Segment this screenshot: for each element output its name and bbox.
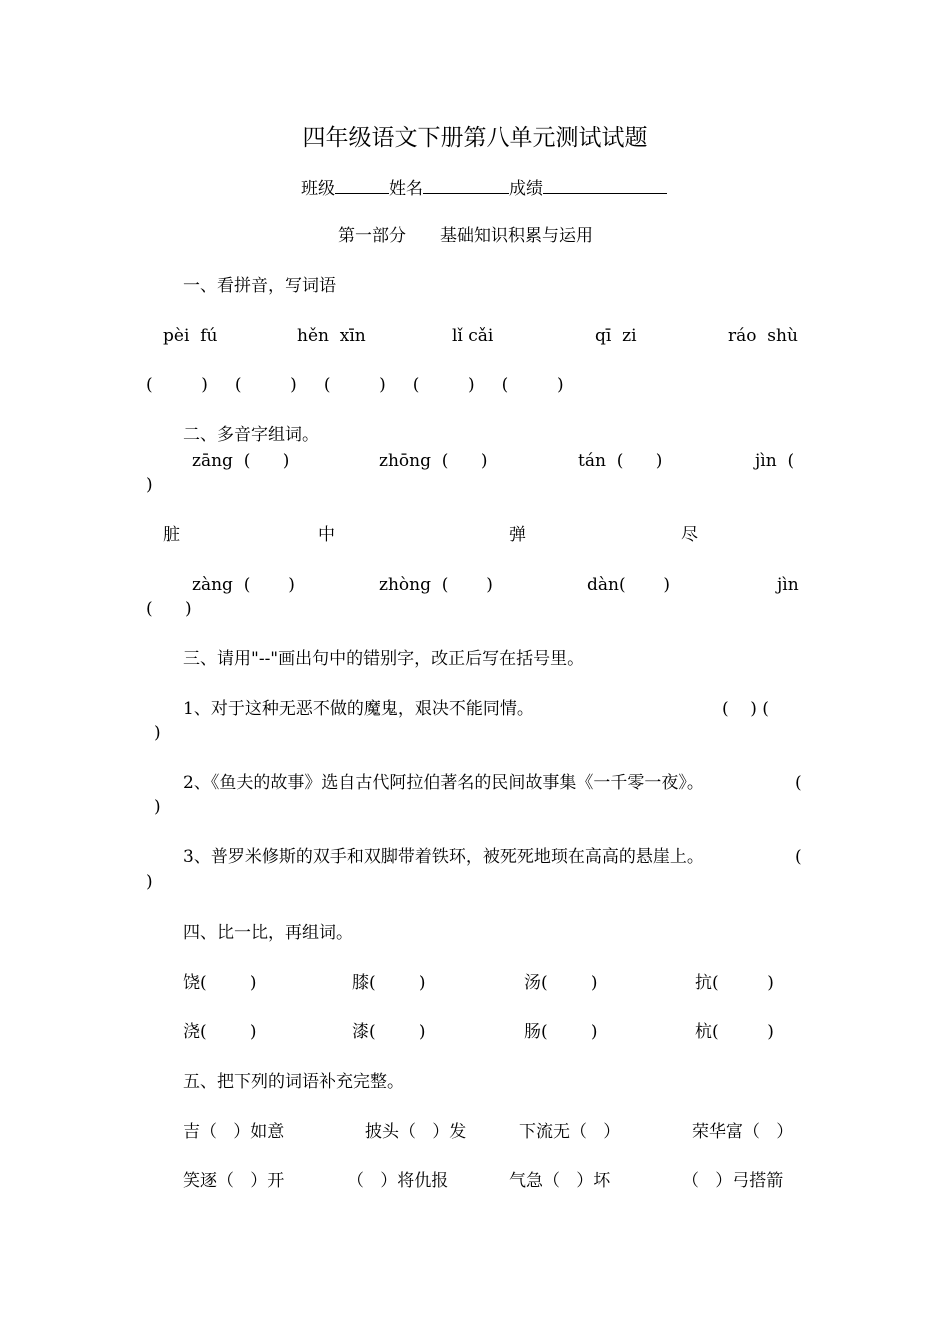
score-blank [543,177,667,194]
idiom-6: （ ）将仇报 [347,1171,449,1191]
section-5-heading: 五、把下列的词语补充完整。 [183,1072,404,1092]
idiom-5: 笑逐（ ）开 [183,1171,285,1191]
compare-2a: 膝( ) [352,973,426,993]
pinyin-5: ráo shù [728,326,798,346]
bottom-pinyin-4: jìn [777,575,799,595]
sentence-2: 2、《鱼夫的故事》选自古代阿拉伯著名的民间故事集《一千零一夜》。 [183,773,704,793]
sentence-1-parens: ( ) ( [722,699,769,719]
section-2-heading: 二、多音字组词。 [183,425,319,445]
compare-3a: 汤( ) [524,973,598,993]
wrapped-paren: ) [146,475,153,495]
top-pinyin-3: tán ( ) [578,451,663,471]
idiom-3: 下流无（ ） [519,1122,621,1142]
compare-2b: 漆( ) [352,1022,426,1042]
pinyin-2: hěn xīn [297,326,366,346]
char-3: 弹 [509,525,526,545]
bottom-pinyin-1: zàng ( ) [192,575,295,595]
student-info-line [301,177,667,198]
wrapped-paren: ) [154,797,161,817]
sentence-3: 3、普罗米修斯的双手和双脚带着铁环，被死死地顼在高高的悬崖上。 [183,847,704,867]
compare-4b: 杭( ) [695,1022,774,1042]
compare-1b: 浇( ) [183,1022,257,1042]
top-pinyin-4: jìn ( [755,451,795,471]
sentence-3-paren: ( [795,847,802,867]
name-blank [423,177,509,194]
wrapped-parens: ( ) [146,599,192,619]
wrapped-paren: ) [146,872,153,892]
pinyin-4: qī zi [595,326,637,346]
part-heading: 第一部分 基础知识积累与运用 [338,226,593,246]
class-blank [335,177,389,194]
char-1: 脏 [163,525,180,545]
answer-parens-row: ( ) ( ) ( ) ( ) ( ) [146,375,564,395]
section-1-heading: 一、看拼音，写词语 [183,276,336,296]
sentence-1: 1、对于这种无恶不做的魔鬼，艰决不能同情。 [183,699,534,719]
compare-1a: 饶( ) [183,973,257,993]
wrapped-paren: ) [154,723,161,743]
class-label: 班级 [301,179,335,199]
score-label: 成绩 [509,179,543,199]
name-label: 姓名 [389,179,423,199]
idiom-1: 吉（ ）如意 [183,1122,285,1142]
bottom-pinyin-3: dàn( ) [587,575,671,595]
pinyin-1: pèi fú [163,326,218,346]
sentence-2-paren: ( [795,773,802,793]
compare-3b: 肠( ) [524,1022,598,1042]
idiom-7: 气急（ ）坏 [509,1171,611,1191]
compare-4a: 抗( ) [695,973,774,993]
section-3-heading: 三、请用"--"画出句中的错别字，改正后写在括号里。 [183,649,585,669]
idiom-4: 荣华富（ ） [692,1122,794,1142]
top-pinyin-2: zhōng ( ) [379,451,488,471]
pinyin-3: lǐ cǎi [452,326,494,346]
idiom-8: （ ）弓搭箭 [682,1171,784,1191]
top-pinyin-1: zāng ( ) [192,451,290,471]
bottom-pinyin-2: zhòng ( ) [379,575,493,595]
section-4-heading: 四、比一比，再组词。 [183,923,353,943]
page-title: 四年级语文下册第八单元测试试题 [302,125,648,151]
idiom-2: 披头（ ）发 [365,1122,467,1142]
char-2: 中 [318,525,335,545]
char-4: 尽 [681,525,698,545]
